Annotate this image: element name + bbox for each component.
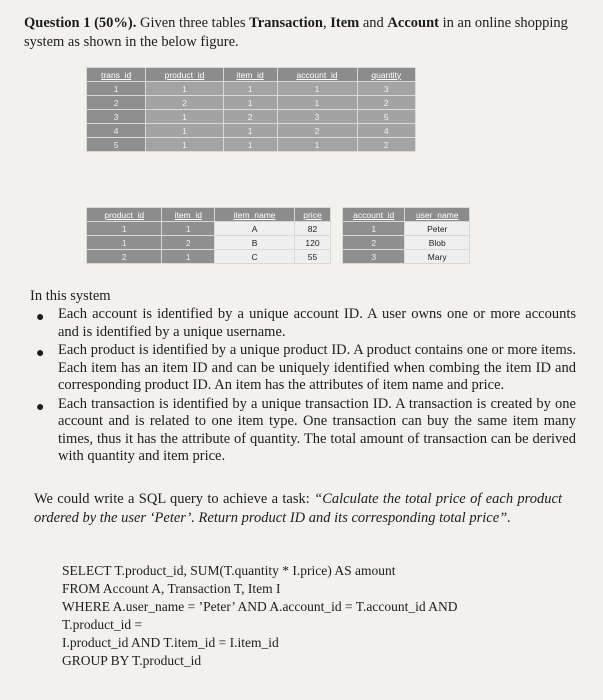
table-row bbox=[343, 250, 470, 264]
table-cell: 4 bbox=[87, 124, 146, 138]
bullet-item bbox=[36, 396, 576, 466]
table-cell: 2 bbox=[357, 96, 415, 110]
bullet-text: Each product is identified by a unique product ID. A product contains one or more items. Each item has an item ID and can be uniquely identified when combing the item ID and corresponding product ID. An item has the attributes of item name and price. bbox=[58, 342, 576, 393]
table-cell: 3 bbox=[87, 110, 146, 124]
table-cell: 1 bbox=[162, 250, 215, 264]
table-cell: 2 bbox=[87, 250, 162, 264]
table-cell: 1 bbox=[146, 124, 223, 138]
sep: , bbox=[322, 15, 331, 31]
table-cell: C bbox=[215, 250, 295, 264]
table-cell: 1 bbox=[223, 96, 277, 110]
column-header: item_id bbox=[223, 68, 277, 82]
sql-line: WHERE A.user_name = ’Peter’ AND A.account_id = T.account_id AND bbox=[62, 599, 458, 614]
table-header-row bbox=[87, 208, 331, 222]
table-cell: 1 bbox=[162, 222, 215, 236]
table-cell: 5 bbox=[87, 138, 146, 152]
sep: and bbox=[359, 15, 388, 31]
table-cell: 1 bbox=[87, 236, 162, 250]
table-name-item: Item bbox=[330, 15, 360, 31]
task-prefix: We could write a SQL query to achieve a task: bbox=[34, 491, 315, 507]
table-cell: 2 bbox=[162, 236, 215, 250]
table-cell: 1 bbox=[223, 82, 277, 96]
table-cell: 1 bbox=[223, 138, 277, 152]
table-cell: 1 bbox=[277, 82, 357, 96]
table-cell: 2 bbox=[87, 96, 146, 110]
table-cell: 55 bbox=[294, 250, 330, 264]
table-cell: 5 bbox=[357, 110, 415, 124]
transaction-table bbox=[86, 67, 416, 152]
table-row bbox=[87, 250, 331, 264]
column-header: product_id bbox=[87, 208, 162, 222]
account-table bbox=[342, 207, 470, 264]
column-header: trans_id bbox=[87, 68, 146, 82]
table-cell: 1 bbox=[146, 82, 223, 96]
column-header: item_name bbox=[215, 208, 295, 222]
column-header: account_id bbox=[277, 68, 357, 82]
table-row bbox=[87, 96, 416, 110]
question-text: in an online shopping system as shown in the below figure. bbox=[24, 15, 568, 50]
table-cell: 1 bbox=[223, 124, 277, 138]
table-cell: 1 bbox=[146, 138, 223, 152]
table-cell: A bbox=[215, 222, 295, 236]
table-row bbox=[87, 138, 416, 152]
table-cell: 1 bbox=[87, 82, 146, 96]
bullet-item bbox=[36, 342, 576, 395]
table-cell: 2 bbox=[277, 124, 357, 138]
table-row bbox=[87, 82, 416, 96]
table-cell: 1 bbox=[277, 96, 357, 110]
bullet-icon: ● bbox=[36, 310, 45, 325]
sql-line: GROUP BY T.product_id bbox=[62, 653, 202, 668]
item-table bbox=[86, 207, 331, 264]
table-cell: 1 bbox=[343, 222, 405, 236]
table-row bbox=[87, 110, 416, 124]
table-row bbox=[343, 236, 470, 250]
sql-query bbox=[62, 562, 458, 670]
table-cell: 3 bbox=[343, 250, 405, 264]
bullet-text: Each account is identified by a unique account ID. A user owns one or more accounts and is identified by a unique username. bbox=[58, 306, 576, 340]
sql-line: FROM Account A, Transaction T, Item I bbox=[62, 581, 281, 596]
table-cell: 1 bbox=[277, 138, 357, 152]
table-row bbox=[343, 222, 470, 236]
question-heading: Question 1 (50%). bbox=[24, 15, 137, 31]
table-cell: B bbox=[215, 236, 295, 250]
bullet-item bbox=[36, 306, 576, 341]
column-header: quantity bbox=[357, 68, 415, 82]
intro-text: In this system bbox=[30, 288, 111, 304]
task-paragraph bbox=[34, 490, 562, 528]
question-title bbox=[24, 14, 584, 52]
table-cell: 3 bbox=[357, 82, 415, 96]
table-cell: Blob bbox=[405, 236, 470, 250]
bullet-list bbox=[36, 306, 576, 467]
column-header: item_id bbox=[162, 208, 215, 222]
table-header-row bbox=[343, 208, 470, 222]
bullet-icon: ● bbox=[36, 399, 45, 415]
table-cell: 2 bbox=[343, 236, 405, 250]
table-cell: 2 bbox=[146, 96, 223, 110]
table-name-account: Account bbox=[387, 15, 439, 31]
task-quote: “Calculate the total price of each product ordered by the user ‘Peter’. Return product ID and its corresponding total price”. bbox=[34, 491, 562, 526]
table-row bbox=[87, 124, 416, 138]
table-cell: Peter bbox=[405, 222, 470, 236]
question-text: Given three tables bbox=[136, 15, 250, 31]
table-cell: 120 bbox=[294, 236, 330, 250]
table-cell: 4 bbox=[357, 124, 415, 138]
table-row bbox=[87, 236, 331, 250]
column-header: product_id bbox=[146, 68, 223, 82]
table-cell: 82 bbox=[294, 222, 330, 236]
table-cell: Mary bbox=[405, 250, 470, 264]
column-header: account_id bbox=[343, 208, 405, 222]
table-cell: 3 bbox=[277, 110, 357, 124]
table-cell: 1 bbox=[87, 222, 162, 236]
sql-line: I.product_id AND T.item_id = I.item_id bbox=[62, 635, 279, 650]
table-cell: 2 bbox=[357, 138, 415, 152]
table-header-row bbox=[87, 68, 416, 82]
table-name-transaction: Transaction bbox=[249, 15, 323, 31]
bullet-icon: ● bbox=[36, 346, 45, 361]
sql-line: SELECT T.product_id, SUM(T.quantity * I.price) AS amount bbox=[62, 563, 396, 578]
column-header: user_name bbox=[405, 208, 470, 222]
column-header: price bbox=[294, 208, 330, 222]
sql-line: T.product_id = bbox=[62, 617, 143, 632]
table-cell: 1 bbox=[146, 110, 223, 124]
bullet-text: Each transaction is identified by a unique transaction ID. A transaction is created by one account and is related to one item type. One transaction can buy the same item many times, thus it has the attribute of quantity. The total amount of transaction can be derived with quantity and item price. bbox=[58, 395, 576, 464]
table-cell: 2 bbox=[223, 110, 277, 124]
table-row bbox=[87, 222, 331, 236]
